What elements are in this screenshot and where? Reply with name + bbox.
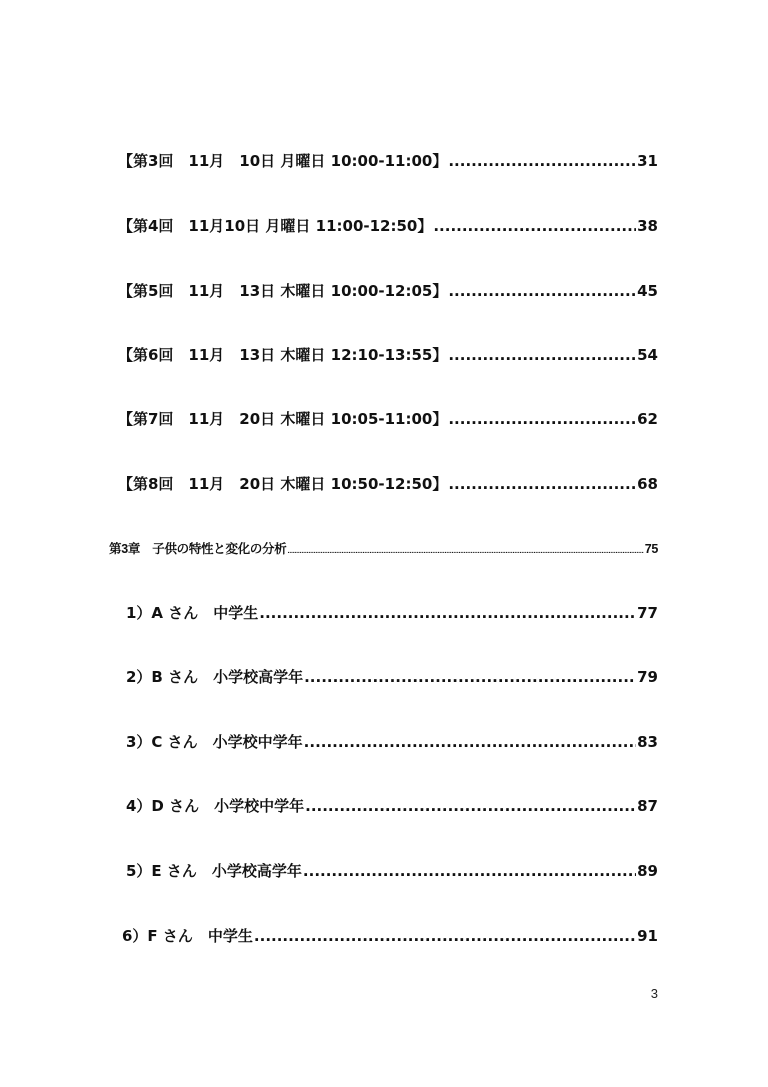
toc-entry-session-3[interactable] (118, 150, 658, 172)
toc-page-number: 62 (637, 410, 658, 428)
toc-entry-person-a[interactable] (126, 602, 658, 624)
toc-entry-label: 1）A さん 中学生 (126, 604, 259, 622)
toc-entry-label: 【第4回 11月10日 月曜日 11:00-12:50】 (118, 217, 433, 235)
toc-leader-dots (304, 731, 636, 753)
toc-leader-dots (448, 280, 636, 302)
toc-entry-label: 2）B さん 小学校高学年 (126, 668, 304, 686)
toc-entry-label: 【第3回 11月 10日 月曜日 10:00-11:00】 (118, 152, 448, 170)
toc-entry-label: 第3章 子供の特性と変化の分析 (109, 542, 287, 556)
toc-entry-session-5[interactable] (118, 280, 658, 302)
toc-leader-dots (448, 473, 636, 495)
toc-entry-person-f[interactable] (122, 925, 658, 947)
toc-entry-label: 【第6回 11月 13日 木曜日 12:10-13:55】 (118, 346, 448, 364)
toc-entry-person-d[interactable] (126, 795, 658, 817)
toc-page-number: 87 (637, 797, 658, 815)
toc-entry-person-b[interactable] (126, 666, 658, 688)
toc-entry-person-e[interactable] (126, 860, 658, 882)
toc-entry-label: 【第5回 11月 13日 木曜日 10:00-12:05】 (118, 282, 448, 300)
toc-leader-dots (303, 860, 636, 882)
footer-page-number: 3 (650, 986, 658, 1001)
toc-entry-chapter-3[interactable] (109, 538, 658, 560)
toc-leader-dots (448, 344, 636, 366)
toc-page-number: 91 (637, 927, 658, 945)
toc-entry-label: 【第7回 11月 20日 木曜日 10:05-11:00】 (118, 410, 448, 428)
toc-leader-dots (304, 666, 636, 688)
toc-entry-session-6[interactable] (118, 344, 658, 366)
toc-page-number: 31 (637, 152, 658, 170)
toc-leader-dots (254, 925, 636, 947)
toc-leader-dots (259, 602, 636, 624)
toc-leader-dots (448, 408, 636, 430)
toc-leader-dots (287, 541, 643, 560)
toc-page-number: 89 (637, 862, 658, 880)
toc-leader-dots (448, 150, 636, 172)
toc-entry-person-c[interactable] (126, 731, 658, 753)
toc-entry-label: 【第8回 11月 20日 木曜日 10:50-12:50】 (118, 475, 448, 493)
toc-leader-dots (433, 215, 636, 237)
toc-page-number: 79 (637, 668, 658, 686)
toc-entry-label: 6）F さん 中学生 (122, 927, 253, 945)
toc-page-number: 38 (637, 217, 658, 235)
toc-page-number: 77 (637, 604, 658, 622)
toc-leader-dots (305, 795, 636, 817)
toc-entry-session-7[interactable] (118, 408, 658, 430)
toc-entry-label: 5）E さん 小学校高学年 (126, 862, 302, 880)
toc-page-number: 45 (637, 282, 658, 300)
toc-entry-label: 3）C さん 小学校中学年 (126, 733, 303, 751)
toc-page-number: 83 (637, 733, 658, 751)
toc-entry-session-4[interactable] (118, 215, 658, 237)
toc-page-number: 68 (637, 475, 658, 493)
toc-page-number: 75 (644, 542, 658, 556)
toc-page-number: 54 (637, 346, 658, 364)
toc-entry-session-8[interactable] (118, 473, 658, 495)
toc-entry-label: 4）D さん 小学校中学年 (126, 797, 305, 815)
